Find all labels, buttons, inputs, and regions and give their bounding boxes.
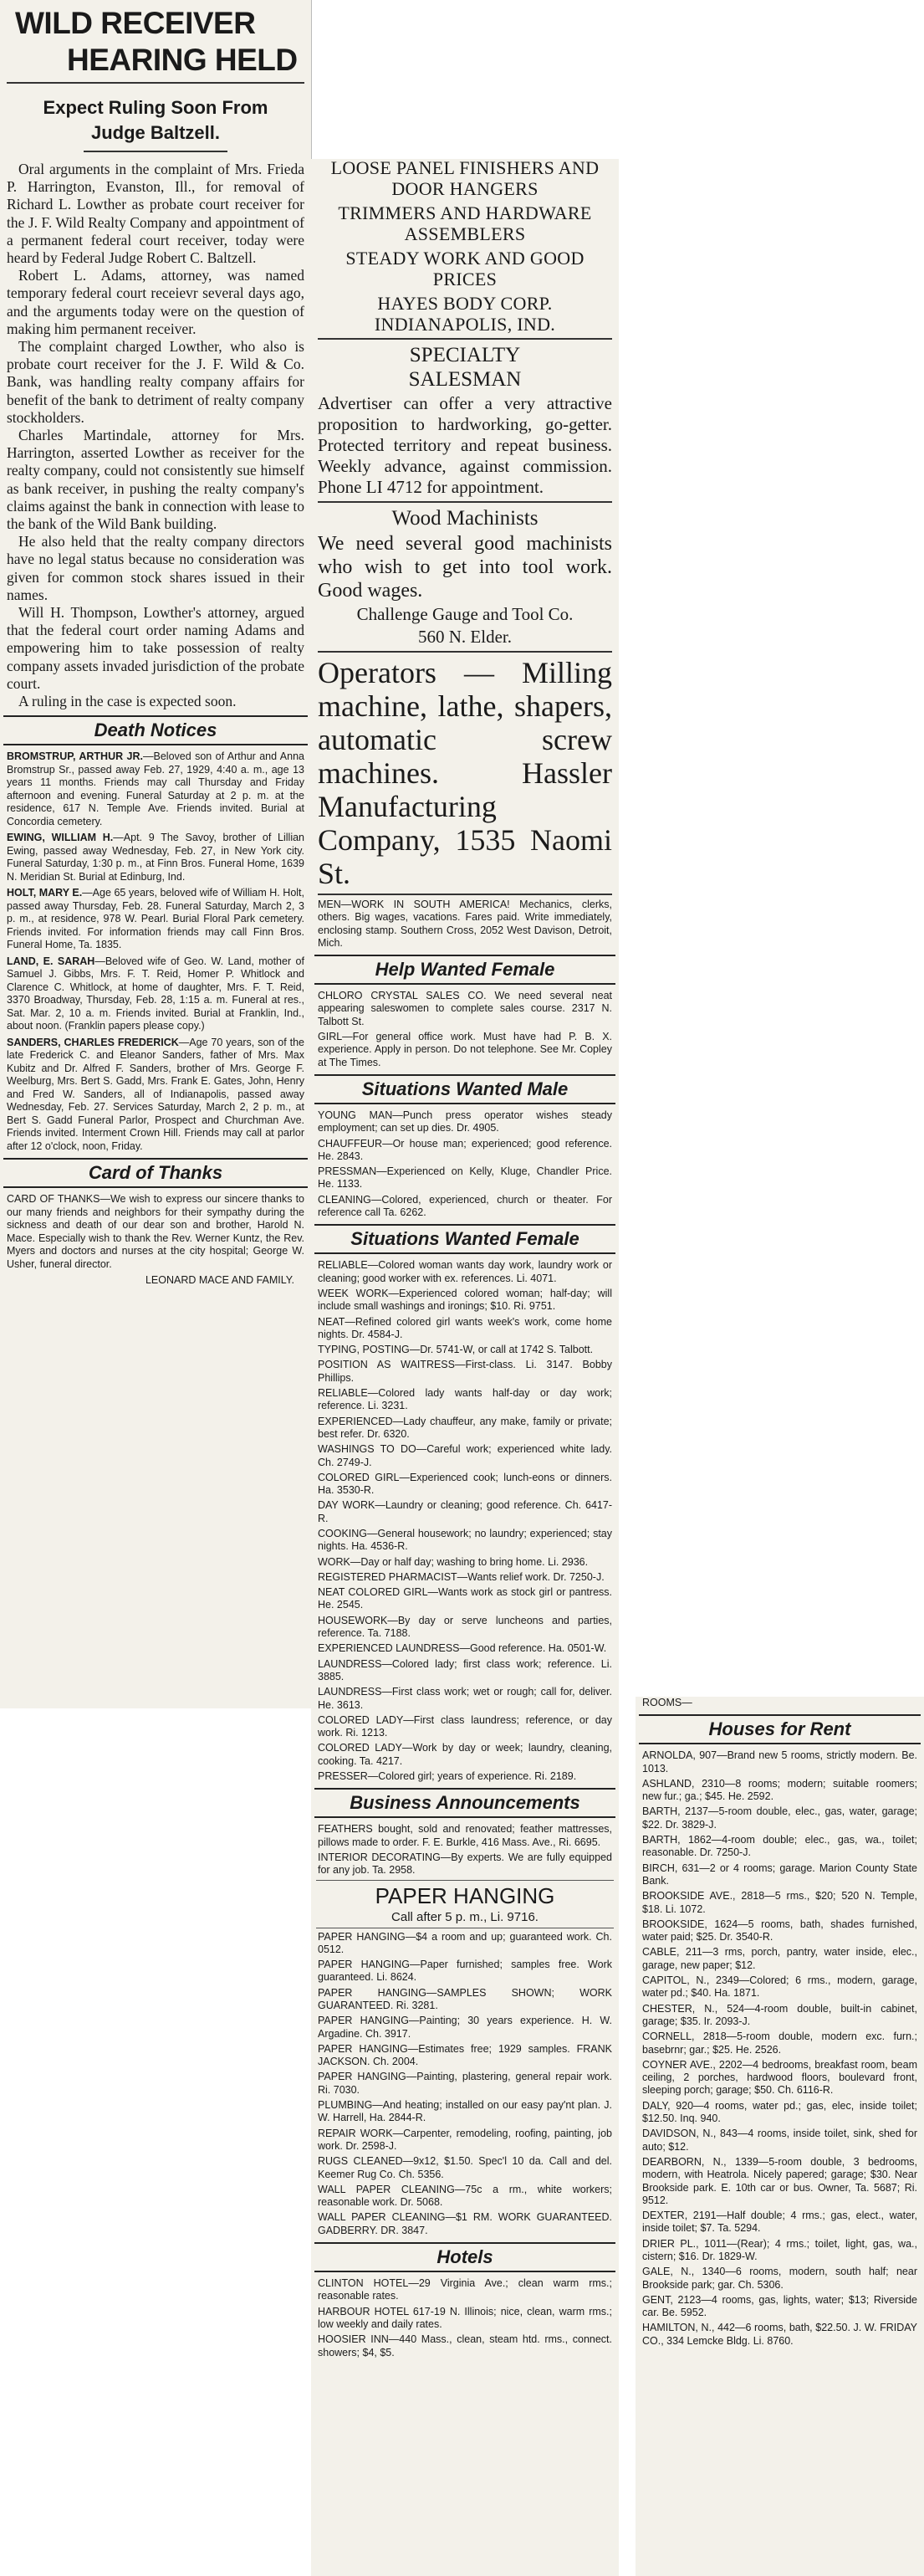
paper-hanging-subtitle: Call after 5 p. m., Li. 9716. (391, 1909, 539, 1924)
divider (316, 1880, 614, 1881)
article-paragraph: Will H. Thompson, Lowther's attorney, argued that the federal court order naming Adams and empowering him to take possession of realty company assets invaded jurisdiction of the probate court. (7, 604, 304, 692)
headline-line-2: HEARING HELD (67, 43, 298, 77)
house-listing: BIRCH, 631—2 or 4 rooms; garage. Marion County State Bank. (642, 1862, 917, 1887)
business-announcements-list (311, 1823, 619, 1877)
article-column (0, 0, 312, 1708)
house-listing: DAVIDSON, N., 843—4 rooms, inside toilet, sink, shed for auto; $12. (642, 2128, 917, 2153)
hayes-ad-line: TRIMMERS AND HARDWARE ASSEMBLERS (338, 202, 592, 244)
situation-wanted-item: TYPING, POSTING—Dr. 5741-W, or call at 1742 S. Talbott. (318, 1344, 594, 1356)
situation-wanted-item: POSITION AS WAITRESS—First-class. Li. 3147. Bobby Phillips. (318, 1359, 612, 1384)
situation-wanted-item: DAY WORK—Laundry or cleaning; good reference. Ch. 6417-R. (318, 1499, 612, 1524)
house-listing: BROOKSIDE, 1624—5 rooms, bath, shades furnished, water paid; $25. Dr. 3540-R. (642, 1918, 917, 1944)
situation-wanted-item: EXPERIENCED—Lady chauffeur, any make, family or private; best refer. Dr. 6320. (318, 1415, 612, 1440)
situations-wanted-female-heading: Situations Wanted Female (314, 1224, 615, 1254)
house-listing: DRIER PL., 1011—(Rear); 4 rms.; toilet, light, gas, wa., cistern; $16. Dr. 1829-W. (642, 2237, 917, 2262)
situation-wanted-item: HOUSEWORK—By day or serve luncheons and parties, reference. Ta. 7188. (318, 1614, 612, 1640)
help-wanted-female-list (311, 990, 619, 1069)
article-paragraph: Robert L. Adams, attorney, was named temporary federal court receievr several days ago, and the arguments today were on the question of making him permanent receiver. (7, 267, 304, 337)
hotels-list (311, 2277, 619, 2359)
help-wanted-item: CHLORO CRYSTAL SALES CO. We need several neat appearing saleswomen to complete sales course. 2317 N. Talbott St. (318, 990, 612, 1027)
houses-column (636, 1697, 924, 2576)
hotel-item: HARBOUR HOTEL 617-19 N. Illinois; nice, clean, warm rms.; low weekly and daily rates. (318, 2305, 612, 2330)
wood-machinists-body: We need several good machinists who wish to get into tool work. Good wages. (318, 533, 612, 602)
death-notice-text: —Apt. 9 The Savoy, brother of Lillian Ewing, passed away Wednesday, Feb. 27, in New York city. Funeral Saturday, 1:30 p. m., at Finn Bros. Funeral Home, 1639 N. Meridian St. Burial at Edinburg, Ind. (7, 832, 305, 883)
death-notice (7, 832, 304, 883)
situation-wanted-item: PRESSER—Colored girl; years of experience. Ri. 2189. (318, 1770, 577, 1783)
house-listing: CHESTER, N., 524—4-room double, built-in cabinet, garage; $35. Ir. 2093-J. (642, 2002, 917, 2027)
situation-wanted-item: COLORED GIRL—Experienced cook; lunch-eons or dinners. Ha. 3530-R. (318, 1471, 612, 1497)
business-item: PAPER HANGING—Estimates free; 1929 samples. FRANK JACKSON. Ch. 2004. (318, 2042, 612, 2068)
house-listing: ARNOLDA, 907—Brand new 5 rooms, strictly modern. Be. 1013. (642, 1749, 917, 1775)
business-item: PAPER HANGING—SAMPLES SHOWN; WORK GUARANTEED. Ri. 3281. (318, 1986, 612, 2011)
business-item: PLUMBING—And heating; installed on our easy pay'nt plan. J. W. Harrell, Ha. 2844-R. (318, 2099, 612, 2124)
death-notice (7, 750, 304, 828)
business-item: PAPER HANGING—$4 a room and up; guaranteed work. Ch. 0512. (318, 1930, 612, 1955)
death-notice-name: HOLT, MARY E. (7, 887, 83, 899)
house-listing: CORNELL, 2818—5-room double, modern exc. furn.; basebrnr; gar.; $25. He. 2526. (642, 2031, 917, 2056)
business-item: REPAIR WORK—Carpenter, remodeling, roofing, painting, job work. Dr. 2598-J. (318, 2127, 612, 2152)
situation-wanted-item: LAUNDRESS—First class work; wet or rough; call for, deliver. He. 3613. (318, 1686, 612, 1711)
subheadline: Expect Ruling Soon From Judge Baltzell. (43, 97, 268, 143)
help-wanted-item: GIRL—For general office work. Must have had P. B. X. experience. Apply in person. Do not telephone. See Mr. Copley at The Times. (318, 1031, 612, 1068)
house-listing: BARTH, 1862—4-room double; elec., gas, wa., toilet; reasonable. Dr. 7250-J. (642, 1834, 917, 1859)
divider (318, 338, 612, 340)
situation-wanted-item: COLORED LADY—Work by day or week; laundry, cleaning, cooking. Ta. 4217. (318, 1742, 612, 1767)
death-notice-text: —Age 65 years, beloved wife of William H. Holt, passed away Thursday, Feb. 28. Funeral Saturday, March 2, 3 p. m., at residence, 978 W. Pearl. Burial Floral Park cemetery. Friends invited. For information friends may call Finn Bros. Funeral Home, Ta. 1835. (7, 887, 304, 951)
article-paragraph: Charles Martindale, attorney for Mrs. Harrington, asserted Lowther as receiver for the realty company, could not consistently sue himself as bank receiver, in pushing the realty company's claims against the bank in connection with lease to the bank of the Wild Bank building. (7, 427, 304, 533)
business-announcements-heading: Business Announcements (314, 1788, 615, 1818)
business-item: WALL PAPER CLEANING—75c a rm., white workers; reasonable work. Dr. 5068. (318, 2183, 612, 2209)
wood-machinists-address: 560 N. Elder. (418, 627, 512, 647)
situation-wanted-item: PRESSMAN—Experienced on Kelly, Kluge, Chandler Price. He. 1133. (318, 1165, 612, 1191)
situation-wanted-item: RELIABLE—Colored woman wants day work, laundry work or cleaning; good worker with ex. references. Li. 4071. (318, 1259, 612, 1284)
men-wanted-ad: MEN—WORK IN SOUTH AMERICA! Mechanics, clerks, others. Big wages, vacations. Fares paid. Write immediately, enclosing stamp. Southern Cross, 2052 West Davison, Detroit, Mich. (318, 899, 612, 949)
article-paragraph: Oral arguments in the complaint of Mrs. Frieda P. Harrington, Evanston, Ill., for removal of Richard L. Lowther as probate court receiver for the J. F. Wild Realty Company and appointment of a permanent federal court receiver, today were heard by Federal Judge Robert C. Baltzell. (7, 161, 304, 267)
article-paragraph: He also held that the realty company directors have no legal status because no consideration was given for common stock shares issued in their names. (7, 533, 304, 603)
card-of-thanks-signature: LEONARD MACE AND FAMILY. (145, 1274, 294, 1287)
situation-wanted-item: YOUNG MAN—Punch press operator wishes steady employment; can set up dies. Dr. 4905. (318, 1109, 612, 1134)
divider (318, 894, 612, 895)
wood-machinists-title: Wood Machinists (391, 507, 539, 530)
situation-wanted-item: NEAT—Refined colored girl wants week's work, come home nights. Dr. 4584-J. (318, 1315, 612, 1340)
business-item: WALL PAPER CLEANING—$1 RM. WORK GUARANTEED. GADBERRY. DR. 3847. (318, 2211, 612, 2236)
death-notice (7, 887, 304, 952)
death-notice-name: BROMSTRUP, ARTHUR JR. (7, 750, 143, 763)
house-listing: DALY, 920—4 rooms, water pd.; gas, elec, inside toilet; $12.50. Inq. 940. (642, 2099, 917, 2125)
business-item: PAPER HANGING—Painting, plastering, general repair work. Ri. 7030. (318, 2071, 612, 2096)
house-listing: HAMILTON, N., 442—6 rooms, bath, $22.50. J. W. FRIDAY CO., 334 Lemcke Bldg. Li. 8760. (642, 2322, 917, 2347)
divider (318, 501, 612, 503)
house-listing: BARTH, 2137—5-room double, elec., gas, water, garage; $22. Dr. 3829-J. (642, 1805, 917, 1831)
house-listing: CAPITOL, N., 2349—Colored; 6 rms., modern, garage, water pd.; $40. Ha. 1871. (642, 1974, 917, 2000)
death-notice-text: —Beloved wife of Geo. W. Land, mother of Samuel J. Gibbs, Mrs. F. T. Reid, Homer P. Whitlock and Clarence C. Whitlock, at home of daughter, Mrs. F. T. Reid, 3370 Broadway, Thursday, Feb. 28, 1:15 a. m. Funeral at res., Sat. Mar. 2, 10 a. m. Friends invited. Burial at Franklin, Ind., about noon. (Franklin papers please copy.) (7, 955, 304, 1032)
business-item: PAPER HANGING—Painting; 30 years experience. H. W. Argadine. Ch. 3917. (318, 2015, 612, 2040)
house-listing: DEXTER, 2191—Half double; 4 rms.; gas, elect., water, inside toilet; $7. Ta. 5294. (642, 2210, 917, 2235)
business-announcements-list-2 (311, 1931, 619, 2238)
situation-wanted-item: RELIABLE—Colored lady wants half-day or day work; reference. Li. 3231. (318, 1387, 612, 1412)
hayes-body-ad (311, 159, 619, 335)
houses-for-rent-list (636, 1749, 924, 2348)
rooms-fragment: ROOMS— (642, 1697, 692, 1708)
hotel-item: HOOSIER INN—440 Mass., clean, steam htd. rms., connect. showers; $4, $5. (318, 2333, 612, 2358)
death-notice-text: —Beloved son of Arthur and Anna Bromstrup Sr., passed away Feb. 27, 1929, 4:40 a. m., age 13 years 11 months. Friends may call Thursday and Friday afternoon and evening. Funeral Saturday at 2 p. m. at the residence, 617 N. Temple Ave. Friends invited. Burial at Concordia cemetery. (7, 750, 305, 827)
death-notice (7, 955, 304, 1033)
situation-wanted-item: CLEANING—Colored, experienced, church or theater. For reference call Ta. 6262. (318, 1193, 612, 1219)
situation-wanted-item: COOKING—General housework; no laundry; experienced; stay nights. Ha. 4536-R. (318, 1527, 612, 1553)
article-body (0, 161, 311, 710)
hayes-ad-line: LOOSE PANEL FINISHERS AND DOOR HANGERS (330, 159, 600, 199)
situation-wanted-item: NEAT COLORED GIRL—Wants work as stock girl or pantress. He. 2545. (318, 1586, 612, 1611)
paper-hanging-title: PAPER HANGING (375, 1882, 555, 1908)
divider (84, 151, 227, 152)
card-of-thanks-heading: Card of Thanks (3, 1158, 308, 1188)
situations-wanted-male-heading: Situations Wanted Male (314, 1074, 615, 1104)
house-listing: GALE, N., 1340—6 rooms, modern, south half; near Brookside park; gar. Ch. 5306. (642, 2266, 917, 2291)
divider (7, 82, 304, 84)
situations-wanted-female-list (311, 1259, 619, 1783)
hotels-heading: Hotels (314, 2242, 615, 2272)
death-notice-name: LAND, E. SARAH (7, 955, 95, 967)
house-listing: DEARBORN, N., 1339—5-room double, 3 bedrooms, modern, with Heatrola. Nicely papered; garage; $30. Near Brookside park. E. 10th car or bus. Owner, Ta. 5687; Ri. 9512. (642, 2155, 917, 2206)
death-notice (7, 1037, 304, 1154)
hayes-ad-line: STEADY WORK AND GOOD PRICES (345, 248, 585, 289)
hayes-ad-line: HAYES BODY CORP. INDIANAPOLIS, IND. (374, 293, 556, 335)
house-listing: CABLE, 211—3 rms, porch, pantry, water inside, elec., garage, new paper; $12. (642, 1946, 917, 1971)
death-notice-name: EWING, WILLIAM H. (7, 832, 114, 844)
houses-for-rent-heading: Houses for Rent (639, 1714, 921, 1744)
specialty-salesman-body: Advertiser can offer a very attractive proposition to hardworking, go-getter. Protected territory and repeat business. Weekly advance, against commission. Phone LI 4712 for appointment. (318, 393, 612, 497)
article-paragraph: The complaint charged Lowther, who also is probate court receiver for the J. F. Wild & Co. Bank, was handling realty company affairs for benefit of the bank to detriment of realty company stockholders. (7, 338, 304, 426)
operators-ad: Operators — Milling machine, lathe, shapers, automatic screw machines. Hassler Manufacturing Company, 1535 Naomi St. (318, 656, 612, 890)
situation-wanted-item: LAUNDRESS—Colored lady; first class work; reference. Li. 3885. (318, 1657, 612, 1682)
death-notices-heading: Death Notices (3, 715, 308, 745)
house-listing: ASHLAND, 2310—8 rooms; modern; suitable roomers; new fur.; ga.; $45. He. 2592. (642, 1777, 917, 1803)
help-wanted-female-heading: Help Wanted Female (314, 955, 615, 985)
situation-wanted-item: COLORED LADY—First class laundress; reference, or day work. Ri. 1213. (318, 1713, 612, 1739)
situation-wanted-item: WASHINGS TO DO—Careful work; experienced white lady. Ch. 2749-J. (318, 1443, 612, 1468)
death-notice-name: SANDERS, CHARLES FREDERICK (7, 1036, 179, 1048)
situation-wanted-item: REGISTERED PHARMACIST—Wants relief work. Dr. 7250-J. (318, 1570, 605, 1583)
business-item: INTERIOR DECORATING—By experts. We are fully equipped for any job. Ta. 2958. (318, 1851, 612, 1877)
death-notice-text: —Age 70 years, son of the late Frederick C. and Eleanor Sanders, father of Mrs. Max Kubitz and Dr. Alfred F. Sanders, brother of Mrs. George F. Weelburg, Mrs. Bert S. Gadd, Mrs. Frank E. Gates, John, Henry and Fred W. Sanders, all of Indianapolis, passed away Wednesday, Feb. 27. Services Saturday, March 2, 2 p. m., at Bert S. Gadd Funeral Parlor, Prospect and Churchman Ave. Friends invited. Interment Crown Hill. Friends may call at parlor after 12 o'clock, noon, Friday. (7, 1036, 304, 1152)
headline: WILD RECEIVER (15, 6, 256, 40)
business-item: FEATHERS bought, sold and renovated; feather mattresses, pillows made to order. F. E. Burkle, 416 Mass. Ave., Ri. 6695. (318, 1823, 612, 1848)
situation-wanted-item: CHAUFFEUR—Or house man; experienced; good reference. He. 2843. (318, 1137, 612, 1162)
hotel-item: CLINTON HOTEL—29 Virginia Ave.; clean warm rms.; reasonable rates. (318, 2277, 612, 2302)
house-listing: COYNER AVE., 2202—4 bedrooms, breakfast room, beam ceiling, 2 porches, hardwood floors, boulevard front, sleeping porch; garage; $50. Ch. 6116-R. (642, 2058, 917, 2097)
situation-wanted-item: WEEK WORK—Experienced colored woman; half-day; will include small washings and ironings; $10. Ri. 9751. (318, 1287, 612, 1313)
situations-wanted-male-list (311, 1109, 619, 1219)
house-listing: BROOKSIDE AVE., 2818—5 rms., $20; 520 N. Temple, $18. Li. 1072. (642, 1890, 917, 1915)
ads-column (311, 159, 619, 2576)
wood-machinists-company: Challenge Gauge and Tool Co. (356, 604, 574, 624)
situation-wanted-item: EXPERIENCED LAUNDRESS—Good reference. Ha. 0501-W. (318, 1642, 607, 1655)
divider (318, 651, 612, 653)
business-item: PAPER HANGING—Paper furnished; samples free. Work guaranteed. Li. 8624. (318, 1959, 612, 1984)
specialty-salesman-title: SPECIALTY SALESMAN (408, 344, 522, 391)
article-paragraph: A ruling in the case is expected soon. (18, 693, 237, 710)
card-of-thanks-text: CARD OF THANKS—We wish to express our sincere thanks to our many friends and neighbors for their sympathy during the sickness and death of our dear son and brother, Harold N. Mace. Especially wish to thank the Rev. Werner Kuntz, the Rev. Myers and doctors and nurses at the city hospital; George W. Usher, funeral director. (7, 1193, 304, 1270)
situation-wanted-item: WORK—Day or half day; washing to bring home. Li. 2936. (318, 1555, 589, 1568)
death-notices-list (0, 750, 311, 1153)
business-item: RUGS CLEANED—9x12, $1.50. Spec'l 10 da. Call and del. Keemer Rug Co. Ch. 5356. (318, 2155, 612, 2180)
house-listing: GENT, 2123—4 rooms, gas, lights, water; $13; Riverside car. Be. 5952. (642, 2293, 917, 2319)
